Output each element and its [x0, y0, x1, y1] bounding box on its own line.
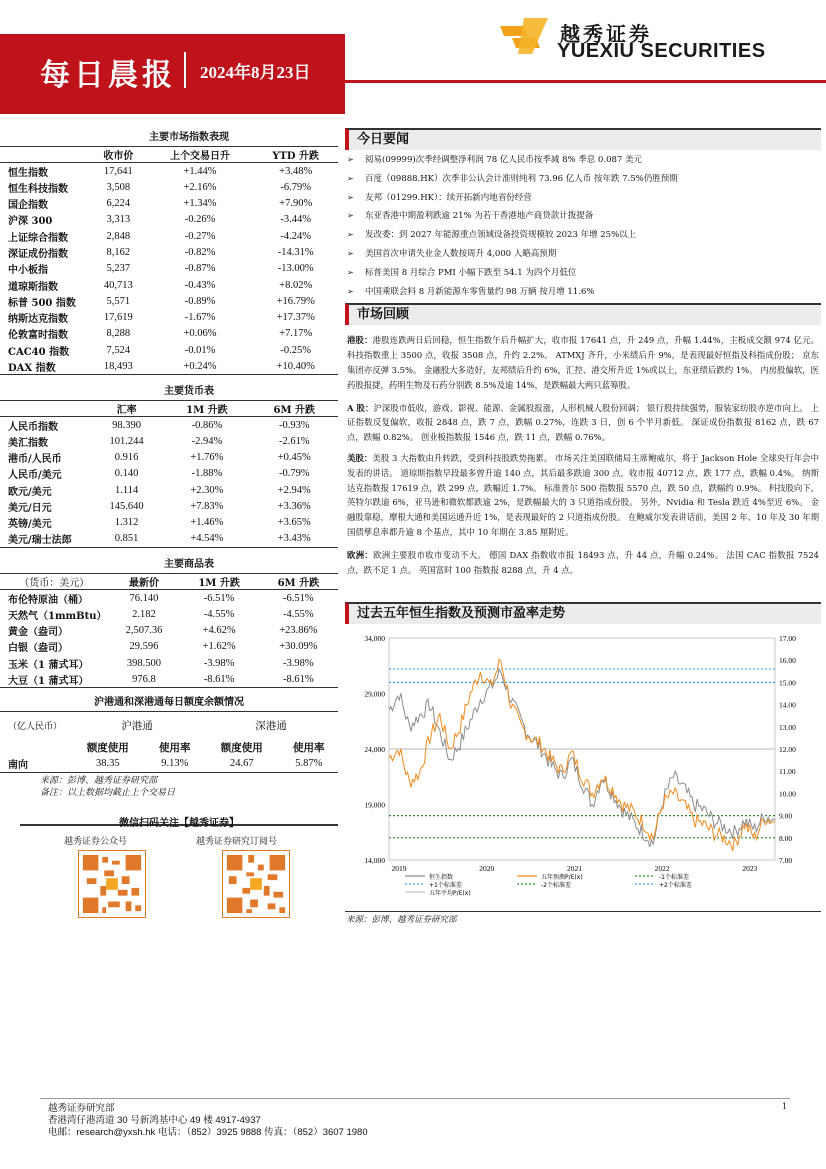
table-row	[0, 622, 338, 638]
row-label: CAC40 指数	[8, 346, 70, 358]
row-label: 纳斯达克指数	[8, 314, 68, 326]
commod-col-header: 6M 升跌	[259, 574, 338, 590]
cell-value: -0.93%	[278, 419, 310, 431]
table-row	[0, 212, 338, 228]
cell-value: -6.79%	[280, 181, 311, 193]
cell-value: +1.76%	[190, 452, 224, 464]
news-item	[345, 226, 821, 245]
x-tick: 2021	[566, 864, 582, 873]
table-row	[0, 482, 338, 498]
wechat-title: 微信扫码关注【越秀证券】	[119, 818, 239, 829]
cell-value: -8.61%	[179, 671, 258, 687]
cell-value: +10.40%	[253, 358, 338, 374]
row-label: 白银（盎司）	[8, 643, 68, 655]
logo-en-text: YUEXIU SECURITIES	[557, 40, 766, 62]
table-row	[0, 163, 338, 179]
y-right-tick: 13.00	[779, 722, 796, 732]
row-label: 港币/人民币	[8, 454, 62, 466]
cell-value: -0.43%	[184, 279, 216, 291]
row-label: 人民币指数	[8, 421, 58, 433]
cell-value: -0.79%	[278, 468, 310, 480]
connect-row-label: 南向	[0, 756, 70, 772]
cell-value: +1.62%	[202, 641, 236, 653]
cell-value: +0.45%	[277, 452, 311, 464]
table-row	[0, 449, 338, 465]
table-row	[0, 671, 338, 687]
row-label: 恒生指数	[8, 167, 48, 179]
review-us-text: 美股 3 大指数由升转跌，受到科技股跌势拖累。 市场关注美国联储局主席鲍威尔，将于 Jackson Hole 全球央行年会中发表的讲话。 道琼斯指数早段最多曾升逾 140 点，其后最多跌逾 300 点，收市报 40712 点，跌 177 点，跌幅 0.4%。 纳斯达克指数报 17619 点，跌 299 点，跌幅近 1.7%。 标准普尔 500 指数报 5570 点，跌 50 点，跌幅约 0.9%。 科技股向下，英特尔跌逾 6%，亚马逊和微软都跌逾 2%，是跌幅最大的 3 只道指成份股。 另外，Nvidia 和 Tesla 跌近 4%至近 6%。 金融股靠稳，摩根大通和美国运通升近 1%，是表现最好的 2 只道指成份股。 在鲍威尔发表讲话前，美国 2 年、10 年及 30 年期国债孳息率都升逾 8 个基点，其中 10 年期在 3.85 厘附近。	[347, 452, 819, 537]
cell-value: 0.916	[114, 452, 139, 464]
cell-value: +7.90%	[279, 198, 313, 210]
cell-value: +1.46%	[190, 517, 224, 529]
row-label: 沪深 300	[8, 216, 53, 228]
page-header	[0, 0, 826, 118]
arrow-bullet-icon: ➢	[347, 211, 354, 221]
right-panel	[345, 128, 821, 577]
cell-value: 98.390	[112, 419, 142, 431]
table-row	[0, 531, 338, 547]
arrow-bullet-icon: ➢	[347, 267, 354, 277]
fx-col-header	[0, 401, 90, 417]
cell-value: +3.36%	[277, 500, 311, 512]
cell-value: 2,507.36	[125, 625, 163, 637]
connect-section	[0, 695, 338, 799]
table-row	[0, 466, 338, 482]
footer	[48, 1103, 368, 1139]
cell-value: 6,224	[106, 198, 131, 210]
x-tick: 2023	[742, 864, 758, 873]
cell-value: +2.16%	[183, 181, 217, 193]
cell-value: +7.83%	[190, 500, 224, 512]
legend-label: 五年平均P/E(x)	[429, 890, 471, 897]
y-right-tick: 12.00	[779, 745, 796, 754]
cell-value: 0.851	[90, 531, 163, 547]
fx-table	[0, 400, 338, 548]
indices-title: 主要市场指数表现	[149, 132, 229, 143]
connect-sub: 额度使用	[220, 743, 263, 755]
fx-section	[0, 384, 338, 548]
table-row	[0, 358, 338, 374]
row-label: 玉米（1 蒲式耳）	[8, 659, 89, 671]
logo-cn-text: 越秀证券	[560, 22, 652, 46]
cell-value: +0.06%	[183, 328, 217, 340]
cell-value: -2.61%	[278, 435, 310, 447]
cell-value: -6.51%	[203, 592, 235, 604]
row-label: 恒生科技指数	[8, 183, 68, 195]
qr-code-icon[interactable]	[78, 850, 146, 918]
news-text: 东亚香港中期盈利跌逾 21% 为若干香港地产商贷款计拨提备	[365, 211, 594, 222]
row-label: 道琼斯指数	[8, 281, 58, 293]
table-row	[0, 417, 338, 433]
commod-title: 主要商品表	[164, 559, 214, 570]
row-label: 美元/日元	[8, 502, 52, 514]
footer-dept: 越秀证券研究部	[48, 1103, 115, 1114]
indices-col-header: 收市价	[90, 147, 147, 163]
indices-col-header: YTD 升跌	[253, 147, 338, 163]
cell-value: 3,313	[106, 214, 131, 226]
y-right-tick: 17.00	[779, 634, 796, 643]
table-row	[0, 326, 338, 342]
cell-value: -2.94%	[191, 435, 223, 447]
y-right-tick: 15.00	[779, 678, 796, 688]
cell-value: -3.98%	[283, 657, 314, 669]
row-label: 伦敦富时指数	[8, 330, 68, 342]
cell-value: +7.17%	[279, 328, 313, 340]
y-left-tick: 34,000	[364, 634, 385, 643]
cell-value: -0.01%	[184, 344, 216, 356]
cell-value: 76.140	[129, 592, 159, 604]
cell-value: 2,848	[106, 230, 131, 242]
x-tick: 2020	[479, 864, 495, 873]
review-us	[345, 451, 821, 540]
y-left-tick: 29,000	[364, 689, 385, 699]
header-rule	[345, 80, 826, 83]
connect-note: 备注：以上数据均截止上个交易日	[40, 787, 176, 798]
news-item	[345, 245, 821, 264]
series-hsi-line	[389, 669, 775, 847]
cell-value: +3.43%	[251, 531, 338, 547]
indices-col-header: 上个交易日升	[147, 147, 254, 163]
y-right-tick: 9.00	[779, 811, 793, 821]
cell-value: -4.55%	[283, 608, 314, 620]
row-label: 人民币/美元	[8, 470, 62, 482]
table-row	[0, 293, 338, 309]
cell-value: +2.94%	[277, 484, 311, 496]
fx-col-header: 汇率	[90, 401, 163, 417]
y-right-tick: 16.00	[779, 656, 796, 666]
review-hk-text: 港股连跌两日后回稳，恒生指数午后升幅扩大，收市报 17641 点，升 249 点，升幅 1.44%，主板成交额 974 亿元。 科技指数重上 3500 点，收报 3508 点，升约 2.2%。 ATMXJ 齐升，小米绩后升 9%，是表现最好恒指及科指成份股； 京东集团亦反弹 3.5%。 金融股大多造好，友邦绩后升约 6%，汇控、港交所升近 1%或以上，东亚绩后跌约 1%。 内房股偏软，医药股报捷，药明生物及石药分别跌 8.5%及逾 14%，是跌幅最大两只蓝筹股。	[347, 335, 819, 390]
today-news-title: 今日要闻	[345, 128, 821, 150]
news-text: 百度（09888.HK）次季非公认会计准则纯利 73.96 亿人币 按年跌 7.5%仍胜预期	[365, 173, 678, 184]
cell-value: 3,508	[106, 181, 131, 193]
cell-value: 0.140	[114, 468, 139, 480]
cell-value: -8.61%	[259, 671, 338, 687]
cell-value: -0.26%	[184, 214, 216, 226]
cell-value: +3.48%	[279, 165, 313, 177]
footer-rule	[40, 1098, 790, 1099]
footer-contact: 电邮：research@yxsh.hk 电话：（852）3925 9888 传真：（852）3607 1980	[48, 1127, 368, 1138]
fx-col-header: 6M 升跌	[251, 401, 338, 417]
connect-source: 来源：彭博、越秀证券研究部	[40, 775, 158, 786]
cell-value: 8,162	[106, 246, 131, 258]
news-item	[345, 189, 821, 208]
cell-value: +1.34%	[183, 198, 217, 210]
chart-title: 过去五年恒生指数及预测市盈率走势	[345, 602, 821, 624]
connect-blank	[0, 740, 70, 756]
cell-value: -14.31%	[277, 246, 314, 258]
table-row	[0, 261, 338, 277]
row-label: 标普 500 指数	[8, 297, 76, 309]
connect-val: 5.87%	[280, 756, 338, 772]
legend-label: +2个标准差	[659, 882, 692, 889]
cell-value: 5,237	[106, 263, 131, 275]
cell-value: +0.24%	[147, 358, 254, 374]
cell-value: +1.44%	[183, 165, 217, 177]
cell-value: +2.30%	[190, 484, 224, 496]
row-label: 欧元/美元	[8, 486, 52, 498]
commod-table	[0, 573, 338, 688]
table-row	[0, 309, 338, 325]
row-label: 布伦特原油（桶）	[8, 594, 88, 606]
cell-value: -4.55%	[203, 608, 235, 620]
qr-code-icon[interactable]	[222, 850, 290, 918]
news-list	[345, 151, 821, 301]
review-us-label: 美股：	[347, 452, 373, 463]
row-label: 深证成份指数	[8, 248, 68, 260]
cell-value: 18,493	[90, 358, 147, 374]
cell-value: 101.244	[109, 435, 144, 447]
connect-sub: 使用率	[159, 743, 191, 755]
table-row	[0, 590, 338, 606]
y-right-tick: 7.00	[779, 856, 793, 865]
page-number: 1	[782, 1102, 788, 1111]
row-label: 中小板指	[8, 265, 48, 277]
fx-col-header: 1M 升跌	[163, 401, 250, 417]
review-eu	[345, 548, 821, 578]
review-eu-text: 欧洲主要股市收市变动不大。 德国 DAX 指数收市报 18493 点，升 44 点，升幅 0.24%。 法国 CAC 指数报 7524 点，跌不足 1 点。 英国富时 100 指数报 8288 点，升 4 点。	[347, 549, 819, 575]
cell-value: +3.65%	[277, 517, 311, 529]
news-item	[345, 170, 821, 189]
row-label: 黄金（盎司）	[8, 627, 68, 639]
cell-value: -0.86%	[191, 419, 223, 431]
cell-value: -1.67%	[184, 312, 216, 324]
cell-value: -0.87%	[184, 263, 216, 275]
arrow-bullet-icon: ➢	[347, 230, 354, 240]
news-text: 友邦（01299.HK）：续开拓新内地省份经营	[365, 192, 532, 203]
hsi-pe-chart	[345, 628, 821, 913]
cell-value: 1.312	[114, 517, 139, 529]
cell-value: 17,619	[103, 312, 133, 324]
cell-value: +17.37%	[276, 312, 315, 324]
review-a	[345, 401, 821, 445]
news-item	[345, 151, 821, 170]
cell-value: 7,524	[106, 344, 131, 356]
wechat-label-2: 越秀证券研究订阅号	[196, 837, 278, 847]
legend-label: -2个标准差	[541, 882, 571, 889]
review-hk-label: 港股：	[347, 335, 373, 346]
commod-section	[0, 557, 338, 688]
x-tick: 2019	[391, 864, 407, 873]
arrow-bullet-icon: ➢	[347, 173, 354, 183]
connect-val: 24.67	[204, 756, 280, 772]
chart-svg	[345, 628, 821, 913]
row-label: 美元/瑞士法郎	[0, 531, 90, 547]
fx-title: 主要货币表	[164, 386, 214, 397]
table-row	[0, 228, 338, 244]
commod-header-row	[0, 574, 338, 590]
news-text: 阅易(09999)次季经调整净利润 78 亿人民币按季减 8% 季息 0.087 美元	[365, 155, 643, 165]
yuexiu-logo	[494, 14, 554, 66]
cell-value: +4.54%	[163, 531, 250, 547]
cell-value: -0.25%	[280, 344, 311, 356]
cell-value: +4.62%	[202, 625, 236, 637]
row-label: 英镑/美元	[8, 519, 52, 531]
arrow-bullet-icon: ➢	[347, 248, 354, 258]
news-item	[345, 283, 821, 302]
connect-title: 沪港通和深港通每日额度余额情况	[94, 697, 244, 708]
y-right-tick: 14.00	[779, 700, 796, 710]
review-a-label: A 股：	[347, 402, 374, 413]
cell-value: +16.79%	[276, 295, 315, 307]
x-tick: 2022	[654, 864, 670, 873]
connect-val: 38.35	[70, 756, 146, 772]
table-row	[0, 498, 338, 514]
cell-value: 5,571	[106, 295, 131, 307]
review-eu-label: 欧洲：	[347, 549, 374, 560]
wechat-label-1: 越秀证券公众号	[64, 837, 128, 847]
indices-section	[0, 130, 338, 375]
cell-value: 976.8	[108, 671, 179, 687]
indices-table	[0, 146, 338, 375]
row-label: 国企指数	[8, 200, 48, 212]
table-row	[0, 655, 338, 671]
y-right-tick: 8.00	[779, 833, 793, 843]
table-row	[0, 244, 338, 260]
table-row	[0, 606, 338, 622]
commod-col-header: 1M 升跌	[179, 574, 258, 590]
news-text: 发改委：到 2027 年能源重点领域设备投资规模较 2023 年增 25%以上	[365, 230, 637, 241]
news-item	[345, 264, 821, 283]
cell-value: -3.98%	[203, 657, 235, 669]
cell-value: -6.51%	[283, 592, 314, 604]
cell-value: 8,288	[106, 328, 131, 340]
market-review-title: 市场回顾	[345, 303, 821, 325]
row-label: 美汇指数	[8, 437, 48, 449]
report-title: 每日晨报	[40, 58, 176, 93]
connect-val: 9.13%	[146, 756, 204, 772]
cell-value: -4.24%	[280, 230, 311, 242]
legend-label: 五年预测P/E(x)	[541, 874, 583, 881]
row-label: 大豆（1 蒲式耳）	[0, 671, 108, 687]
arrow-bullet-icon: ➢	[347, 286, 354, 296]
legend-label: -1个标准差	[659, 874, 689, 881]
title-banner	[0, 34, 345, 114]
chart-source: 来源：彭博、越秀证券研究部	[346, 915, 457, 925]
news-text: 美国首次申请失业金人数按周升 4,000 人略高预期	[365, 248, 557, 259]
table-row	[0, 639, 338, 655]
legend-label: +1个标准差	[429, 882, 462, 889]
cell-value: 398.500	[126, 657, 162, 669]
cell-value: 17,641	[103, 165, 133, 177]
table-row	[0, 515, 338, 531]
cell-value: +30.09%	[279, 641, 318, 653]
cell-value: +8.02%	[279, 279, 313, 291]
commod-col-header: 最新价	[108, 574, 179, 590]
cell-value: 1.114	[114, 484, 139, 496]
cell-value: -1.88%	[191, 468, 223, 480]
y-right-tick: 11.00	[779, 767, 796, 777]
title-divider	[184, 52, 186, 88]
connect-sub: 使用率	[293, 743, 325, 755]
table-row	[0, 433, 338, 449]
table-row	[0, 179, 338, 195]
arrow-bullet-icon: ➢	[347, 192, 354, 202]
y-left-tick: 14,000	[364, 856, 385, 865]
cell-value: +23.86%	[279, 625, 318, 637]
report-date: 2024年8月23日	[200, 63, 311, 82]
footer-address: 香港湾仔港湾道 30 号新鸿基中心 49 楼 4917-4937	[48, 1115, 261, 1126]
cell-value: -3.44%	[280, 214, 311, 226]
connect-unit: （亿人民币）	[0, 712, 70, 740]
legend-label: 恒生指数	[429, 874, 454, 881]
row-label: 上证综合指数	[8, 232, 68, 244]
connect-table	[0, 711, 338, 773]
news-text: 中国乘联会料 8 月新能源车零售量约 98 万辆 按月增 11.6%	[365, 286, 595, 297]
cell-value: -13.00%	[277, 263, 314, 275]
row-label: 天然气（1mmBtu）	[8, 610, 107, 622]
cell-value: -0.82%	[184, 246, 216, 258]
connect-sub: 额度使用	[86, 743, 129, 755]
y-left-tick: 24,000	[364, 745, 385, 754]
cell-value: -0.89%	[184, 295, 216, 307]
cell-value: 29.596	[129, 641, 159, 653]
fx-header-row	[0, 401, 338, 417]
review-hk	[345, 333, 821, 392]
table-row	[0, 195, 338, 211]
table-row	[0, 342, 338, 358]
news-item	[345, 207, 821, 226]
arrow-bullet-icon: ➢	[347, 155, 354, 164]
row-label: DAX 指数	[0, 358, 90, 374]
y-right-tick: 10.00	[779, 789, 796, 799]
cell-value: 40,713	[103, 279, 133, 291]
chart-rule	[345, 911, 821, 912]
connect-sh-header: 沪港通	[70, 712, 204, 740]
cell-value: 145.640	[109, 500, 144, 512]
table-row	[0, 277, 338, 293]
news-text: 标普美国 8 月综合 PMI 小幅下跌至 54.1 为四个月低位	[365, 267, 577, 278]
review-a-text: 沪深股市低收，游戏、影视、能源、金属股报涨，人形机械人股份回调； 银行股持续强势，服装家纺股亦逆市向上。 上证指数反复偏软，收报 2848 点，跌 7 点，跌幅 0.27%，连跌 3 日，创 6 个半月新低。 深证成份指数报 8162 点，跌 67 点，跌幅 0.82%。 创业板指数报 1546 点，跌 11 点，跌幅 0.76%。	[347, 402, 819, 443]
cell-value: 2.182	[132, 608, 156, 620]
y-left-tick: 19,000	[364, 800, 385, 810]
connect-sz-header: 深港通	[204, 712, 338, 740]
cell-value: -0.27%	[184, 230, 216, 242]
commod-col-header: （货币：美元）	[0, 574, 108, 590]
indices-col-header	[0, 147, 90, 163]
chart-title-box	[345, 602, 821, 624]
indices-header-row	[0, 147, 338, 163]
